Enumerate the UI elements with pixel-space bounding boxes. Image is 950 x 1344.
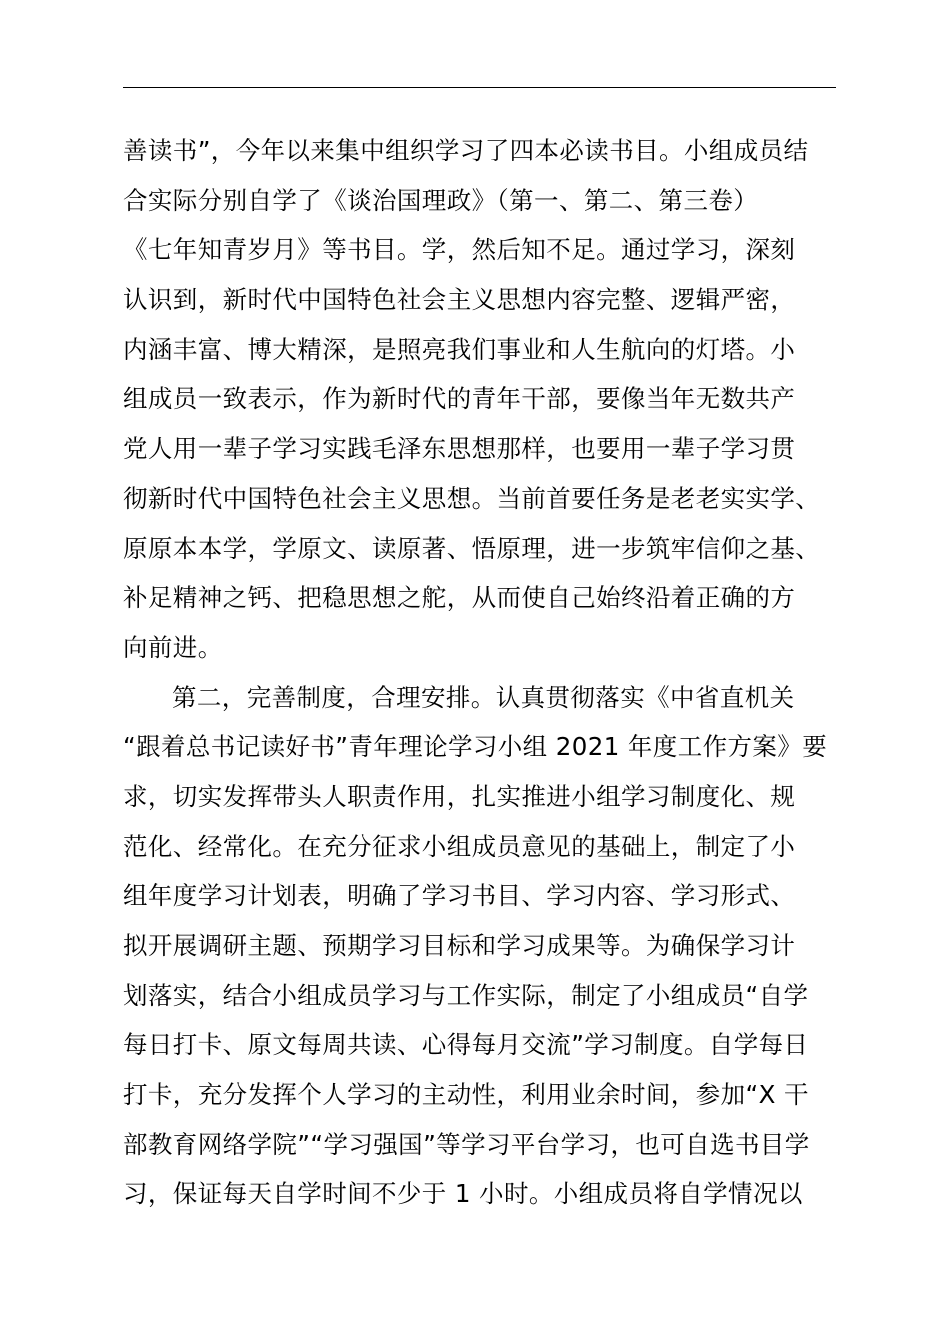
text-line: 认识到，新时代中国特色社会主义思想内容完整、逻辑严密， [123,285,796,315]
text-line: 向前进。 [123,632,223,662]
text-line: 原原本本学，学原文、读原著、悟原理，进一步筑牢信仰之基、 [123,533,821,563]
body-text [123,126,853,1219]
text-line: “跟着总书记读好书”青年理论学习小组 2021 年度工作方案》要 [123,732,828,762]
text-line: 党人用一辈子学习实践毛泽东思想那样，也要用一辈子学习贯 [123,434,796,464]
text-line: 求，切实发挥带头人职责作用，扎实推进小组学习制度化、规 [123,781,796,811]
text-line: 部教育网络学院”“学习强国”等学习平台学习，也可自选书目学 [123,1129,810,1159]
paragraph-start-line: 第二，完善制度，合理安排。认真贯彻落实《中省直机关 [172,682,795,712]
text-line: 补足精神之钙、把稳思想之舵，从而使自己始终沿着正确的方 [123,583,796,613]
text-line: 组成员一致表示，作为新时代的青年干部，要像当年无数共产 [123,384,796,414]
text-line: 划落实，结合小组成员学习与工作实际，制定了小组成员“自学 [123,980,809,1010]
header-rule [123,87,836,88]
text-line: 彻新时代中国特色社会主义思想。当前首要任务是老老实实学、 [123,483,821,513]
text-line: 每日打卡、原文每周共读、心得每月交流”学习制度。自学每日 [123,1030,809,1060]
text-line: 打卡，充分发挥个人学习的主动性，利用业余时间，参加“X 干 [123,1080,809,1110]
text-line: 合实际分别自学了《谈治国理政》（第一、第二、第三卷） [123,185,759,215]
text-line: 《七年知青岁月》等书目。学，然后知不足。通过学习，深刻 [123,235,796,265]
text-line: 拟开展调研主题、预期学习目标和学习成果等。为确保学习计 [123,931,796,960]
text-line: 内涵丰富、博大精深，是照亮我们事业和人生航向的灯塔。小 [123,334,796,364]
text-line: 习，保证每天自学时间不少于 1 小时。小组成员将自学情况以 [123,1179,803,1209]
text-line: 范化、经常化。在充分征求小组成员意见的基础上，制定了小 [123,831,796,861]
text-line: 善读书”，今年以来集中组织学习了四本必读书目。小组成员结 [123,136,809,165]
text-line: 组年度学习计划表，明确了学习书目、学习内容、学习形式、 [123,881,796,911]
